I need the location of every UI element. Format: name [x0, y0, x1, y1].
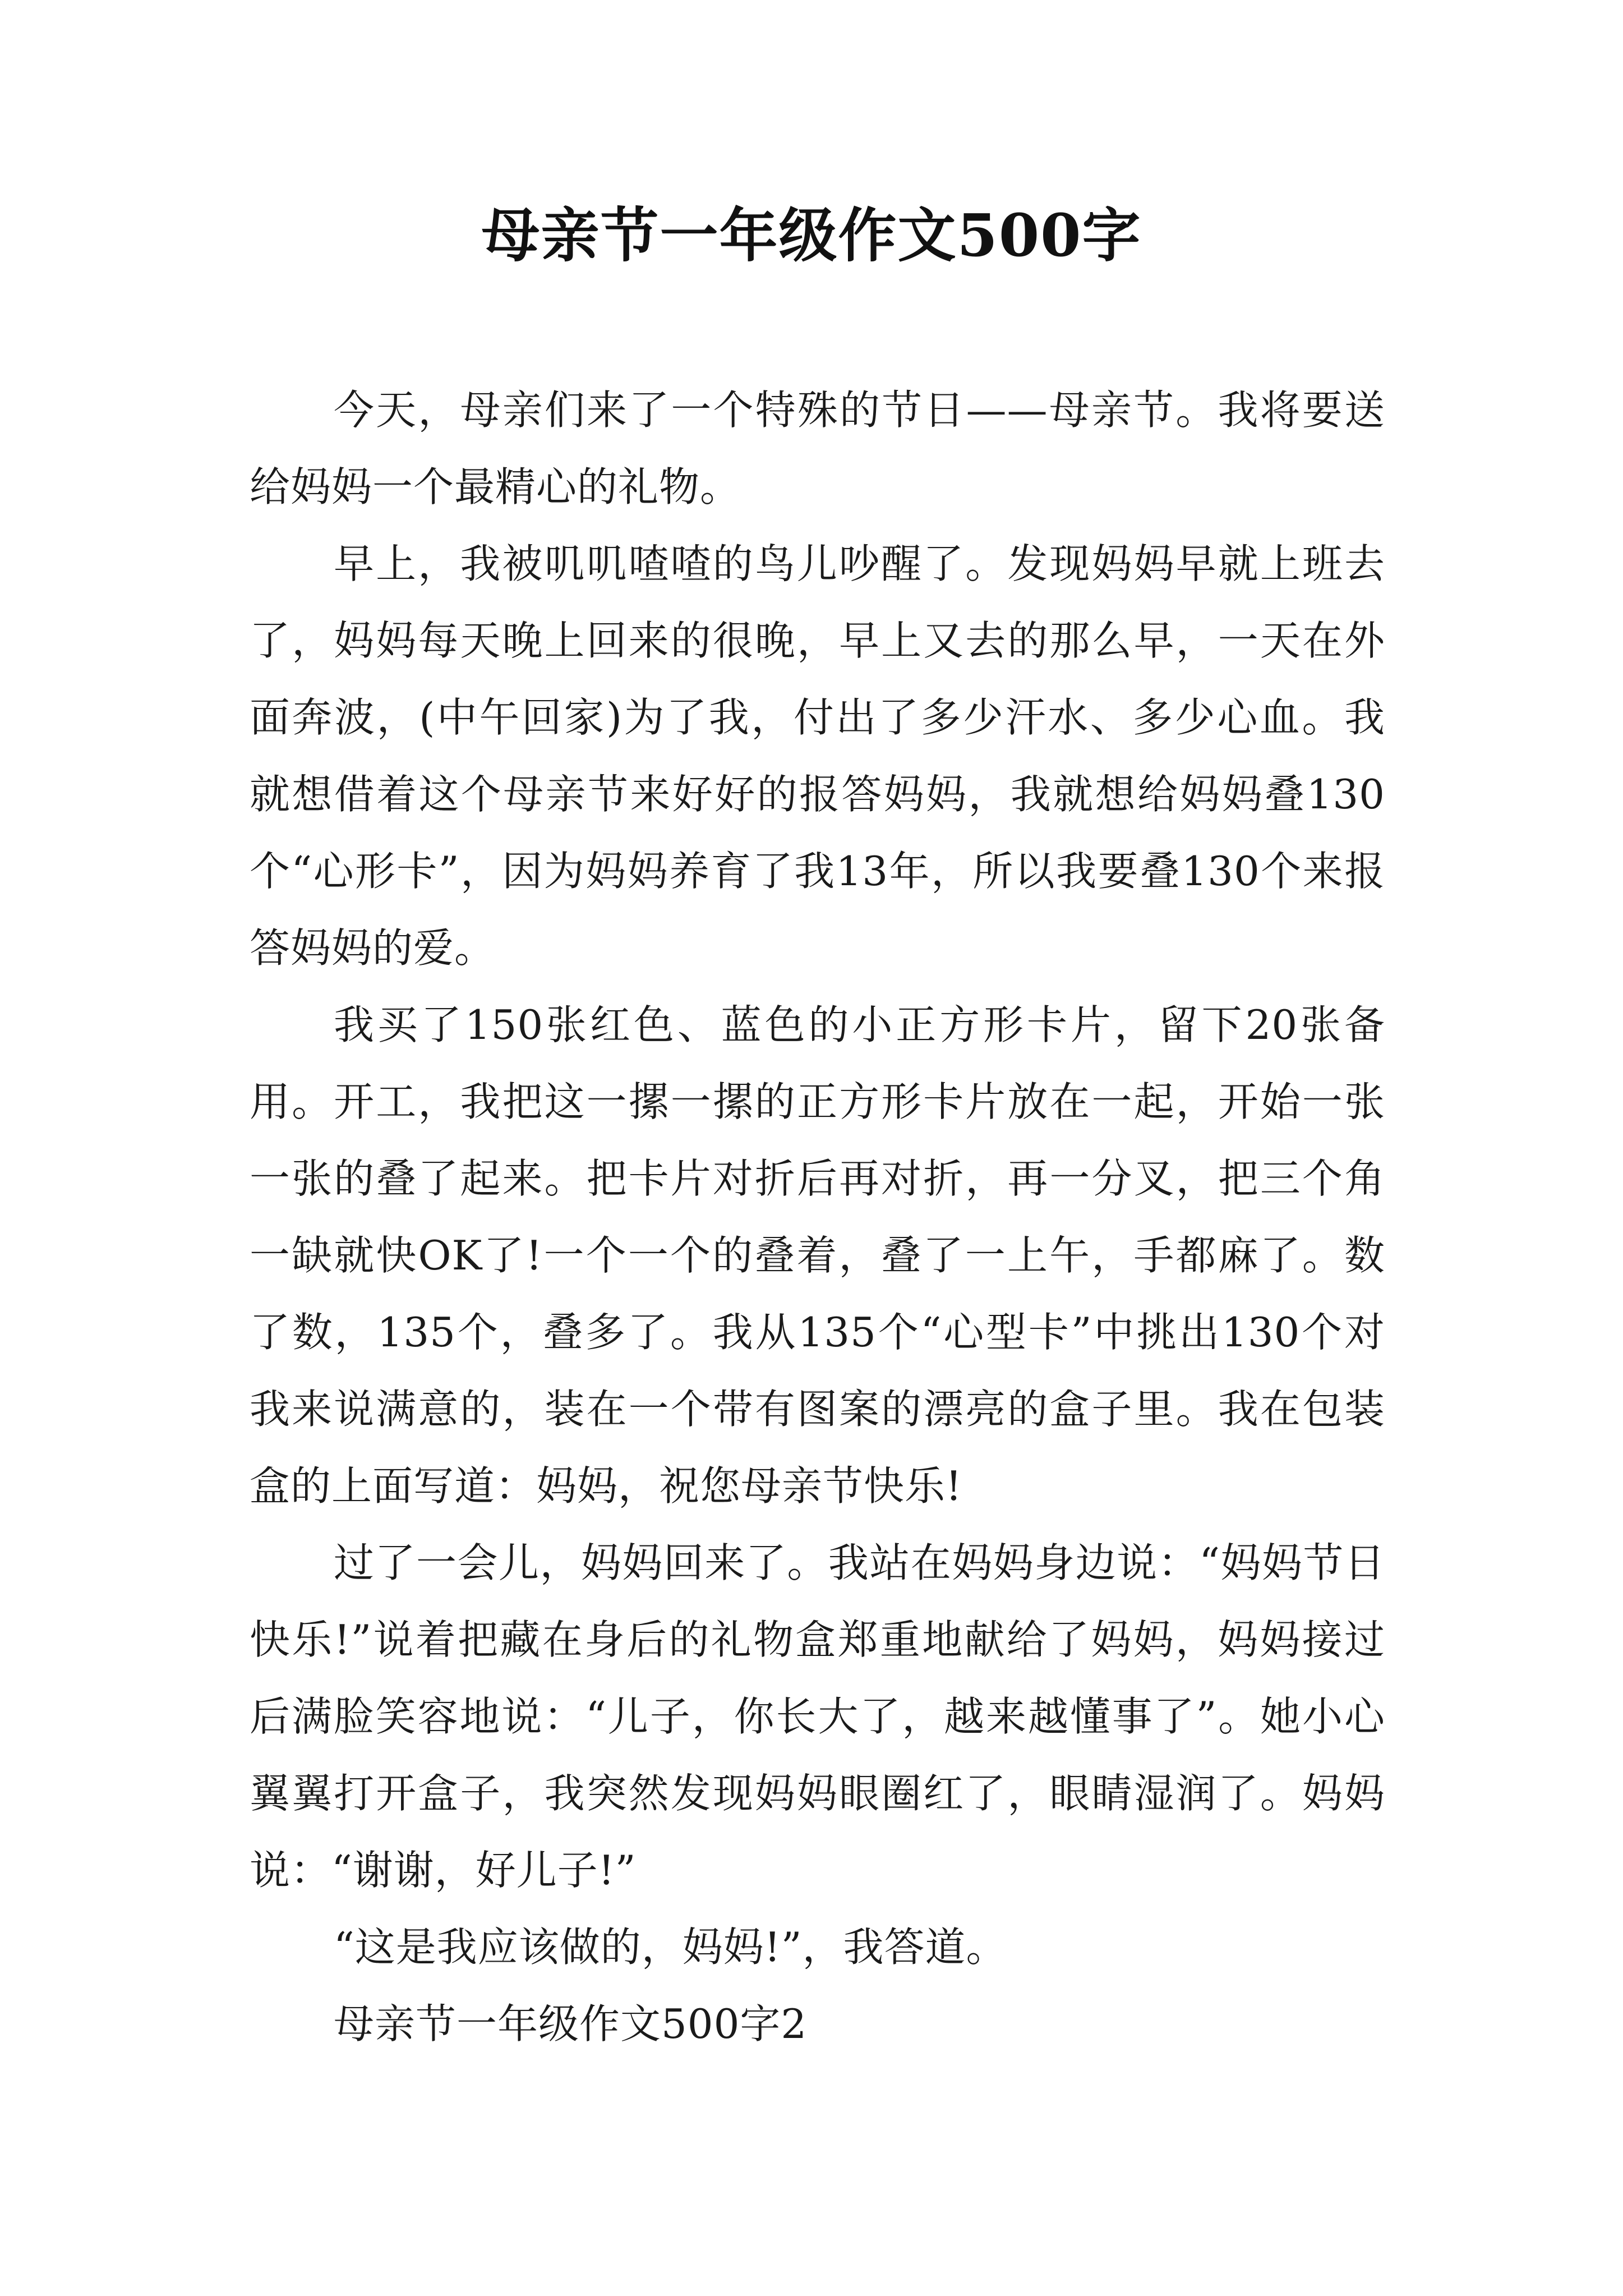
- document-body: [250, 372, 1385, 2063]
- paragraph-intro: 今天，母亲们来了一个特殊的节日——母亲节。我将要送给妈妈一个最精心的礼物。: [250, 386, 1385, 510]
- paragraph-next-heading: 母亲节一年级作文500字2: [334, 2000, 808, 2047]
- paragraph-reply: “这是我应该做的，妈妈!”，我答道。: [334, 1924, 1007, 1971]
- paragraph-mother-returns: 过了一会儿，妈妈回来了。我站在妈妈身边说：“妈妈节日快乐!”说着把藏在身后的礼物盒郑重地献给了妈妈，妈妈接过后满脸笑容地说：“儿子，你长大了，越来越懂事了”。她小心翼翼打开盒子，我突然发现妈妈眼圈红了，眼睛湿润了。妈妈说：“谢谢，好儿子!”: [250, 1539, 1385, 1894]
- document-title: 母亲节一年级作文500字: [481, 201, 1142, 270]
- paragraph-morning: 早上，我被叽叽喳喳的鸟儿吵醒了。发现妈妈早就上班去了，妈妈每天晚上回来的很晚，早上又去的那么早，一天在外面奔波，(中午回家)为了我，付出了多少汗水、多少心血。我就想借着这个母亲节来好好的报答妈妈，我就想给妈妈叠130个“心形卡”，因为妈妈养育了我13年，所以我要叠130个来报答妈妈的爱。: [250, 540, 1385, 972]
- paragraph-folding-cards: 我买了150张红色、蓝色的小正方形卡片，留下20张备用。开工，我把这一摞一摞的正方形卡片放在一起，开始一张一张的叠了起来。把卡片对折后再对折，再一分叉，把三个角一缺就快OK了!一个一个的叠着，叠了一上午，手都麻了。数了数，135个，叠多了。我从135个“心型卡”中挑出130个对我来说满意的，装在一个带有图案的漂亮的盒子里。我在包装盒的上面写道：妈妈，祝您母亲节快乐!: [250, 1001, 1385, 1510]
